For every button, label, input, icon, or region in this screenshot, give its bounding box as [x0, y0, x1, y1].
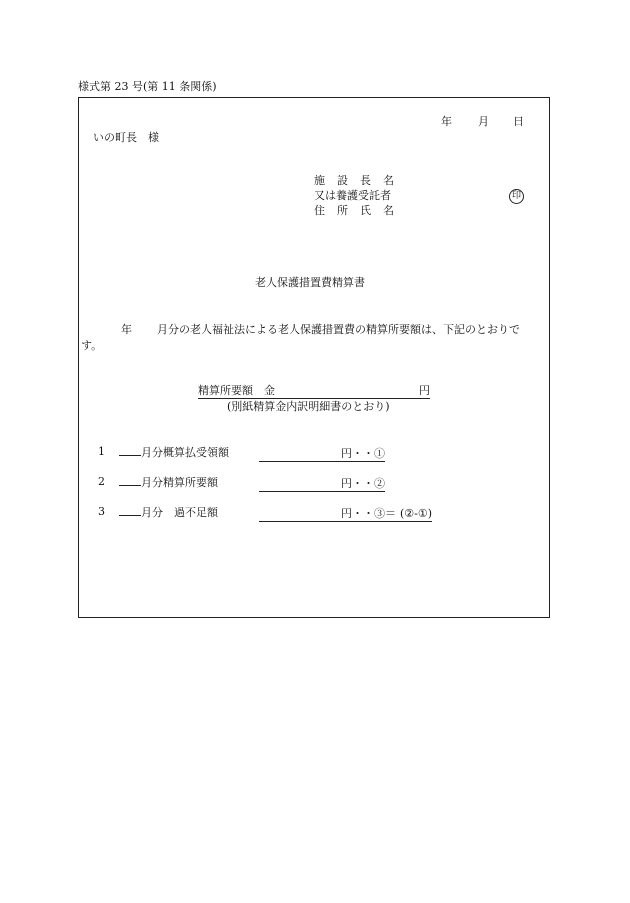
amount-unit: 円 — [419, 384, 430, 397]
item-2-unit: 円・・② — [341, 477, 385, 490]
body-year-label: 年 — [121, 323, 132, 336]
form-number-label: 様式第 23 号(第 11 条関係) — [78, 80, 217, 93]
item-3-formula: (②-①) — [400, 507, 433, 520]
item-3-number: 3 — [98, 505, 105, 518]
item-1-amount — [259, 445, 385, 462]
address-name-label: 住所氏名 — [314, 204, 406, 217]
amount-label: 精算所要額 金 — [198, 384, 275, 397]
item-1-number: 1 — [98, 445, 105, 458]
item-3-month-blank — [119, 505, 141, 516]
item-2-number: 2 — [98, 475, 105, 488]
date-day-label: 日 — [513, 115, 524, 128]
item-3-label: 月分 過不足額 — [141, 506, 218, 519]
item-2-label: 月分精算所要額 — [141, 476, 218, 489]
seal-mark — [509, 188, 524, 204]
date-year-label: 年 — [441, 115, 452, 128]
foster-care-label: 又は養護受託者 — [314, 189, 391, 202]
item-3-amount — [259, 505, 432, 522]
item-1-amount-underline — [259, 445, 385, 462]
item-2-label-group — [119, 475, 218, 490]
item-2-month-blank — [119, 475, 141, 486]
amount-underline — [198, 384, 430, 399]
item-1-unit: 円・・① — [341, 447, 385, 460]
item-3-label-group — [119, 505, 218, 520]
item-3-unit: 円・・③＝ — [341, 507, 396, 520]
facility-head-name-label: 施設長名 — [314, 174, 406, 187]
item-2-amount — [259, 475, 385, 492]
item-1-month-blank — [119, 445, 141, 456]
item-3-amount-underline — [259, 505, 432, 522]
amount-note: (別紙精算金内訳明細書のとおり) — [227, 400, 390, 413]
document-title: 老人保護措置費精算書 — [255, 276, 365, 289]
item-1-label-group — [119, 445, 229, 460]
seal-icon: 印 — [509, 189, 524, 204]
item-2-amount-underline — [259, 475, 385, 492]
body-text-line1: 月分の老人福祉法による老人保護措置費の精算所要額は、下記のとおりで — [157, 323, 520, 336]
amount-line — [198, 384, 430, 399]
item-1-label: 月分概算払受領額 — [141, 446, 229, 459]
body-text-line2: す。 — [81, 339, 103, 352]
date-month-label: 月 — [478, 115, 489, 128]
addressee: いの町長 様 — [93, 131, 159, 144]
